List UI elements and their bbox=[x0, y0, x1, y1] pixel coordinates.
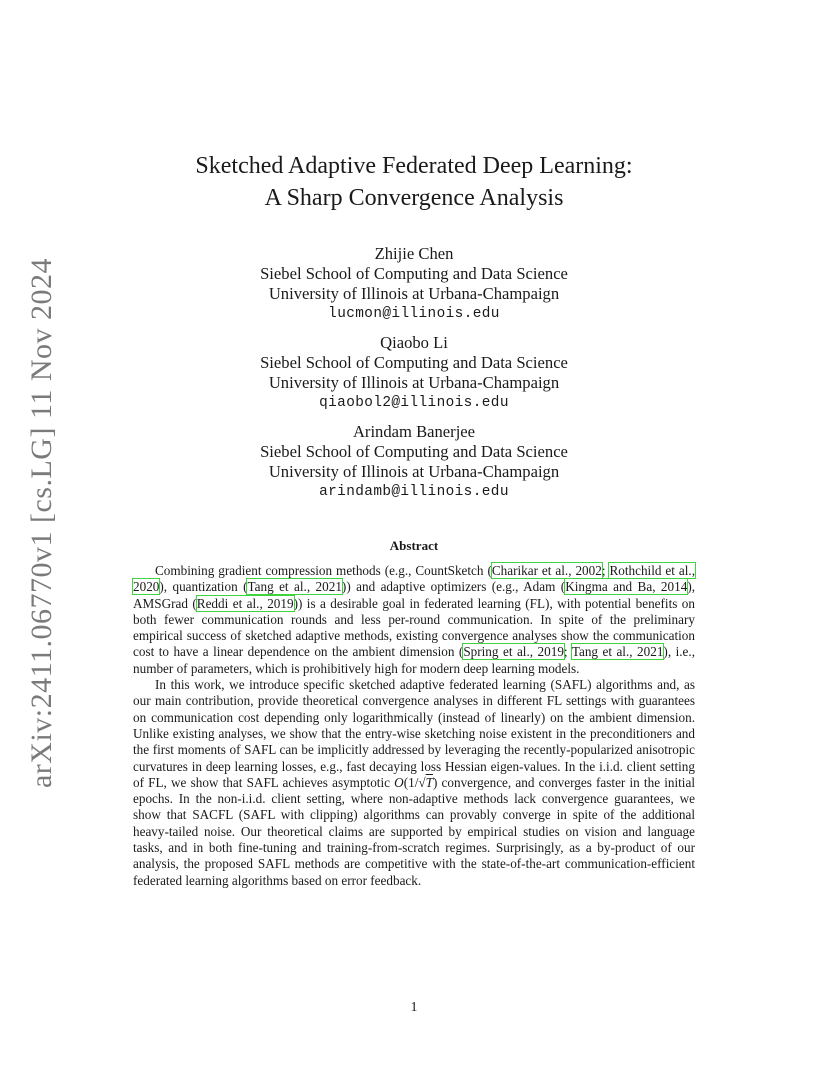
author-block bbox=[130, 333, 698, 414]
author-department: Siebel School of Computing and Data Science bbox=[260, 442, 568, 461]
abstract-text: )) is a desirable goal in federated learning (FL), with potential benefits on both fewer communication rounds and less per-round communication. In spite of the preliminary empirical success of sketched adaptive methods, existing convergence analyses show the communication cost to have a linear dependence on the ambient dimension ( bbox=[133, 595, 695, 660]
math-variable-t: T bbox=[425, 774, 433, 790]
abstract-text: ; bbox=[601, 563, 610, 578]
abstract-text: ), AMSGrad ( bbox=[133, 579, 696, 611]
author-department: Siebel School of Computing and Data Science bbox=[260, 353, 568, 372]
abstract-text: In this work, we introduce specific sketched adaptive federated learning (SAFL) algorithms and, as our main contribution, provide theoretical convergence analyses in different FL settings with guarantees on communication cost depending only logarithmically (instead of linearly) on the ambient dimension. Unlike existing analyses, we show that the entry-wise sketching noise existent in the preconditioners and the first moments of SAFL can be implicitly addressed by leveraging the recently-popularized anisotropic curvatures in deep learning losses, e.g., fast decaying loss Hessian eigen-values. In the i.i.d. client setting of FL, we show that SAFL achieves asymptotic bbox=[133, 677, 695, 790]
author-university: University of Illinois at Urbana-Champaign bbox=[268, 373, 560, 392]
author-email[interactable]: lucmon@illinois.edu bbox=[328, 306, 500, 322]
abstract-heading: Abstract bbox=[389, 538, 439, 553]
author-email[interactable]: qiaobol2@illinois.edu bbox=[319, 395, 509, 411]
math-big-o: O bbox=[394, 774, 404, 790]
arxiv-identifier-text: arXiv:2411.06770v1 [cs.LG] 11 Nov 2024 bbox=[25, 257, 59, 789]
abstract-text: convergence, and converges faster in the initial epochs. In the non-i.i.d. client setting, where non-adaptive methods lack convergence guarantees, we show that SACFL (SAFL with clipping) algorithms can provably converge in spite of the additional heavy-tailed noise. Our theoretical claims are supported by empirical studies on vision and language tasks, and in both fine-tuning and training-from-scratch regimes. Surprisingly, as a by-product of our analysis, the proposed SAFL methods are competitive with the state-of-the-art communication-efficient federated learning algorithms based on error feedback. bbox=[133, 774, 695, 888]
abstract-text: )) and adaptive optimizers (e.g., Adam ( bbox=[341, 579, 566, 595]
author-name: Qiaobo Li bbox=[380, 333, 448, 352]
citation-link[interactable]: Tang et al., 2021 bbox=[571, 644, 664, 660]
author-name: Zhijie Chen bbox=[374, 244, 454, 263]
citation-link[interactable]: Reddi et al., 2019 bbox=[196, 595, 294, 611]
abstract-text: Combining gradient compression methods (e.g., CountSketch ( bbox=[155, 563, 492, 578]
citation-link[interactable]: Kingma and Ba, 2014 bbox=[565, 579, 688, 595]
author-email[interactable]: arindamb@illinois.edu bbox=[319, 484, 509, 500]
author-university: University of Illinois at Urbana-Champaign bbox=[268, 284, 560, 303]
author-block bbox=[130, 244, 698, 325]
citation-link[interactable]: Spring et al., 2019 bbox=[463, 644, 564, 660]
citation-link[interactable]: Rothchild et al., 2020 bbox=[133, 563, 695, 595]
abstract-paragraph-2 bbox=[133, 677, 695, 889]
abstract-text: ; bbox=[563, 644, 572, 660]
author-block bbox=[130, 422, 698, 503]
math-close-paren: ) bbox=[432, 774, 438, 790]
author-name: Arindam Banerjee bbox=[352, 422, 476, 441]
title-line-2: A Sharp Convergence Analysis bbox=[264, 185, 564, 211]
arxiv-identifier-stamp bbox=[14, 257, 70, 789]
paper-title bbox=[130, 150, 698, 214]
author-university: University of Illinois at Urbana-Champaign bbox=[268, 462, 560, 481]
abstract-text: ), i.e., number of parameters, which is prohibitively high for modern deep learning models. bbox=[133, 644, 695, 676]
author-department: Siebel School of Computing and Data Science bbox=[260, 264, 568, 283]
title-line-1: Sketched Adaptive Federated Deep Learning: bbox=[195, 153, 633, 179]
math-fraction: (1/√ bbox=[403, 774, 426, 790]
abstract-paragraph-1 bbox=[133, 563, 695, 677]
author-list bbox=[130, 244, 698, 511]
citation-link[interactable]: Tang et al., 2021 bbox=[247, 579, 342, 595]
page-number: 1 bbox=[410, 1000, 418, 1015]
abstract-body bbox=[133, 563, 695, 889]
abstract-text: ), quantization ( bbox=[159, 579, 248, 595]
citation-link[interactable]: Charikar et al., 2002 bbox=[491, 563, 602, 578]
